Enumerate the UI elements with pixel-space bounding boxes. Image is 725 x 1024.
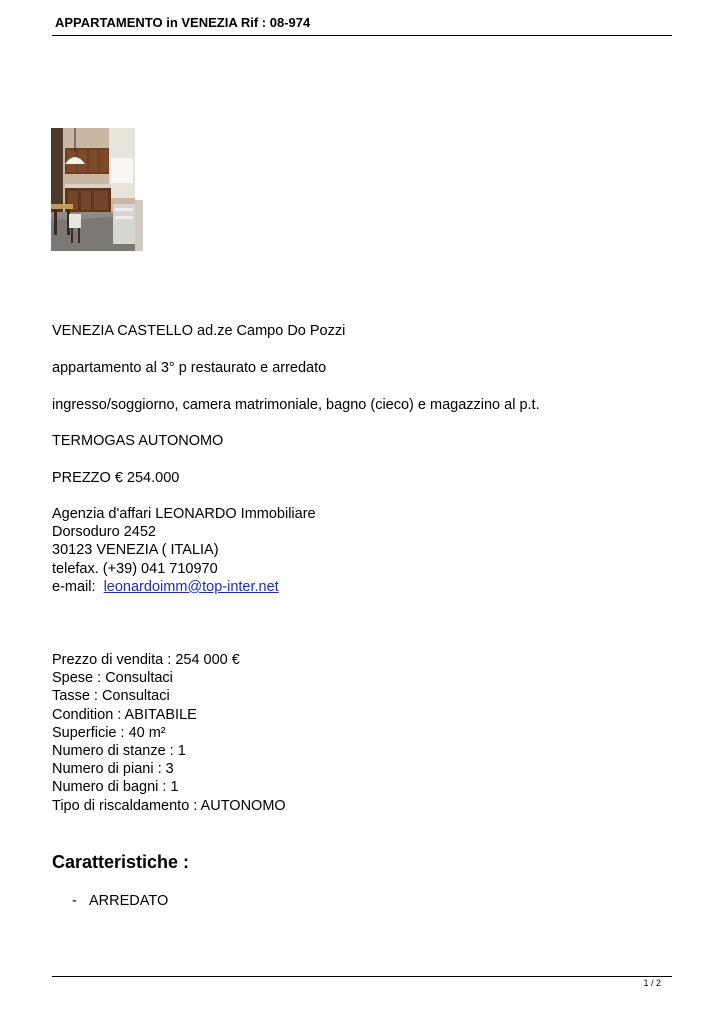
property-detail-line: Spese : Consultaci — [52, 670, 173, 687]
property-detail-line: Numero di bagni : 1 — [52, 779, 179, 796]
property-detail-line: Prezzo di vendita : 254 000 € — [52, 652, 240, 668]
property-detail-line: Superficie : 40 m² — [52, 724, 166, 741]
kitchen-photo[interactable] — [51, 128, 143, 251]
features-heading: Caratteristiche : — [52, 852, 190, 872]
document-header-title: APPARTAMENTO in VENEZIA Rif : 08-974 — [55, 15, 311, 30]
listing-description: appartamento al 3° p restaurato e arredato — [52, 360, 327, 376]
footer-divider — [52, 976, 672, 977]
page-number: 1 / 2 — [643, 978, 661, 988]
email-link[interactable]: leonardoimm@top-inter.net — [103, 578, 279, 595]
property-detail-line: Tipo di riscaldamento : AUTONOMO — [52, 797, 286, 814]
bullet-dash: - — [72, 893, 77, 909]
email-label: e-mail: — [52, 578, 96, 595]
property-detail-line: Condition : ABITABILE — [52, 706, 197, 723]
property-details-list — [52, 651, 286, 815]
listing-rooms: ingresso/soggiorno, camera matrimoniale, bagno (cieco) e magazzino al p.t. — [52, 397, 540, 413]
property-detail-line: Numero di stanze : 1 — [52, 743, 186, 760]
feature-item — [72, 892, 168, 910]
agency-name: Agenzia d'affari LEONARDO Immobiliare — [52, 506, 316, 522]
property-detail-line: Numero di piani : 3 — [52, 761, 174, 778]
feature-label: ARREDATO — [89, 893, 169, 909]
features-list — [72, 892, 168, 910]
listing-heating: TERMOGAS AUTONOMO — [52, 433, 224, 449]
agency-city: 30123 VENEZIA ( ITALIA) — [52, 542, 219, 559]
listing-price: PREZZO € 254.000 — [52, 470, 180, 486]
agency-phone: telefax. (+39) 041 710970 — [52, 560, 218, 577]
header-divider — [52, 35, 672, 36]
agency-address: Dorsoduro 2452 — [52, 524, 156, 541]
property-detail-line: Tasse : Consultaci — [52, 688, 170, 705]
listing-location: VENEZIA CASTELLO ad.ze Campo Do Pozzi — [52, 323, 346, 339]
agency-contact-block — [52, 505, 316, 596]
agency-email-line — [52, 578, 316, 596]
